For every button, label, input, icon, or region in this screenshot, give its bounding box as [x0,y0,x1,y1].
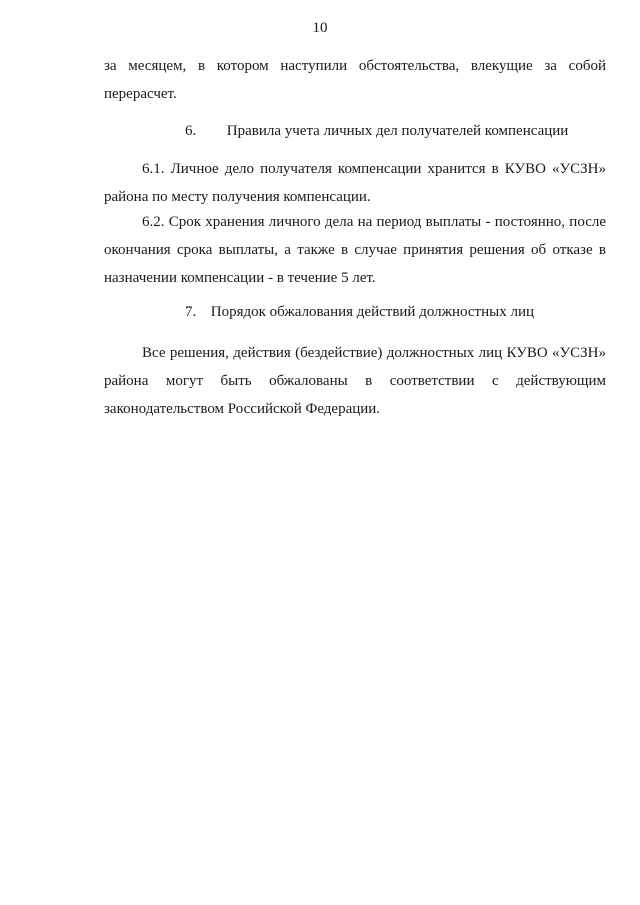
paragraph-6-1 [104,155,606,211]
page-number: 10 [312,20,328,36]
section-6-title: Правила учета личных дел получателей компенсации [226,123,569,139]
paragraph-6-2 [104,208,606,292]
paragraph-6-1-line-2: района по месту получения компенсации. [104,189,371,205]
section-7-number: 7. [185,304,197,320]
intro-paragraph [104,52,606,108]
paragraph-7-line-3: законодательством Российской Федерации. [104,401,381,417]
section-6-number: 6. [185,123,197,139]
section-7-title: Порядок обжалования действий должностных лиц [210,304,535,320]
paragraph-7 [104,339,606,423]
intro-line-2: перерасчет. [104,86,177,102]
paragraph-7-line-1: Все решения, действия (бездействие) должностных лиц КУВО «УСЗН» [142,345,606,361]
paragraph-6-1-line-1: 6.1. Личное дело получателя компенсации хранится в КУВО «УСЗН» [142,161,606,177]
paragraph-6-2-line-1: 6.2. Срок хранения личного дела на период выплаты - постоянно, после [142,214,606,230]
intro-line-1: за месяцем, в котором наступили обстоятельства, влекущие за собой [104,58,606,74]
paragraph-6-2-line-2: окончания срока выплаты, а также в случае принятия решения об отказе в [104,242,606,258]
section-7-heading [185,302,534,322]
paragraph-7-line-2: района могут быть обжалованы в соответствии с действующим [104,373,606,389]
paragraph-6-2-line-3: назначении компенсации - в течение 5 лет. [104,270,376,286]
section-6-heading [185,121,568,141]
